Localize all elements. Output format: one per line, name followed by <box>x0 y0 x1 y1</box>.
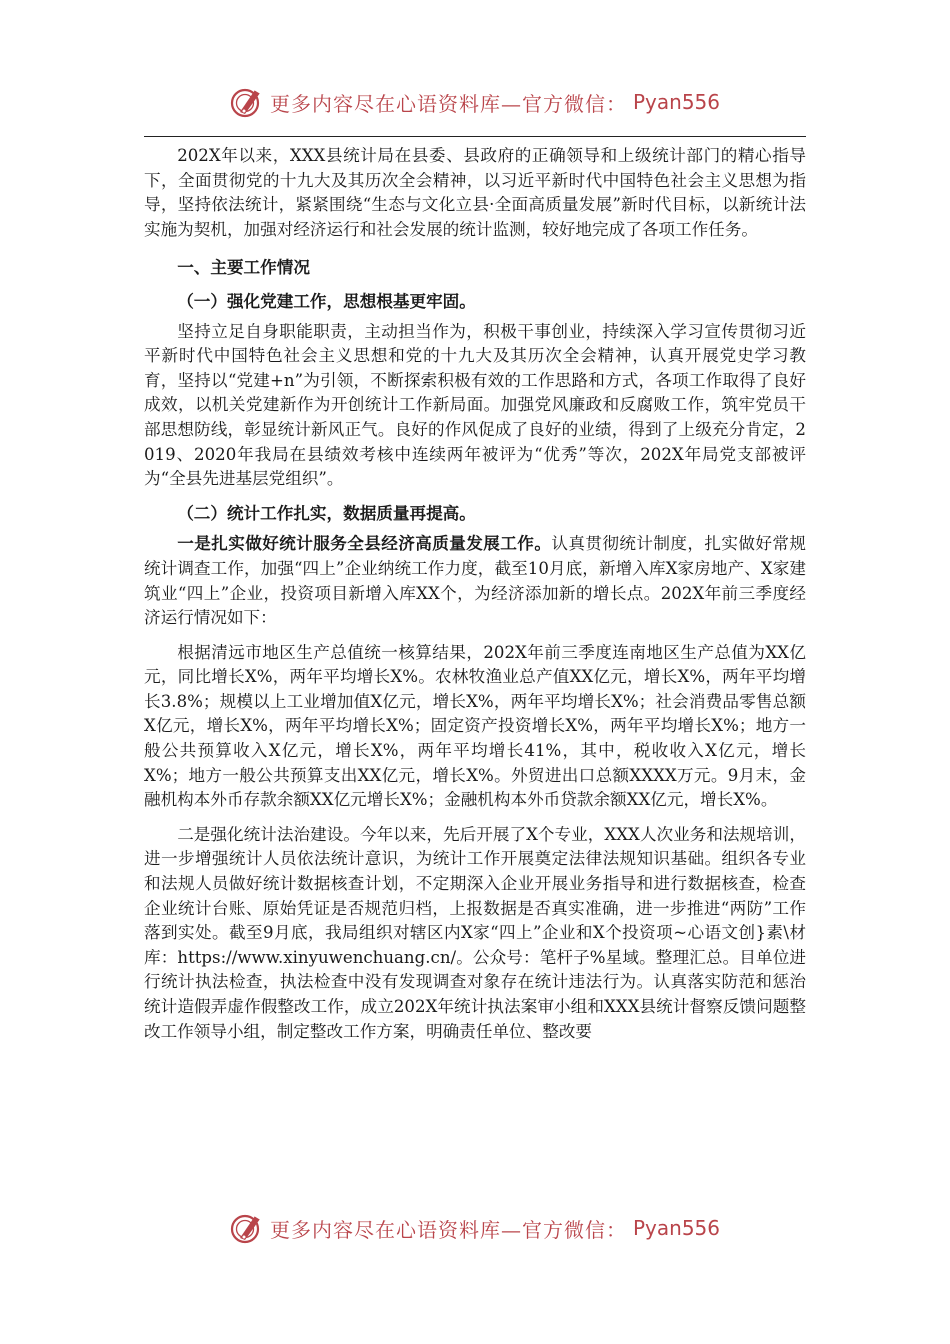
banner-wechat-id: Pyan556 <box>632 1216 720 1240</box>
rule-of-law-paragraph: 二是强化统计法治建设。今年以来，先后开展了X个专业，XXX人次业务和法规培训，进一步增强统计人员依法统计意识，为统计工作开展奠定法律法规知识基础。组织各专业和法规人员做好统计数据核查计划，不定期深入企业开展业务指导和进行数据核查，检查企业统计台账、原始凭证是否规范归档，上报数据是否真实准确，进一步推进“两防”工作落到实处。截至9月底，我局组织对辖区内X家“四上”企业和X个投资项~心语文创}素\材库：https://www.xinyuwenchuang.cn/。公众号：笔杆子%星域。整理汇总。目单位进行统计执法检查，执法检查中没有发现调查对象存在统计违法行为。认真落实防范和惩治统计造假弄虚作假整改工作，成立202X年统计执法案审小组和XXX县统计督察反馈问题整改工作领导小组，制定整改工作方案，明确责任单位、整改要 <box>144 824 806 1041</box>
paragraph-text: 认真贯彻统计制度，扎实做好常规统计调查工作，加强“四上”企业纳统工作力度，截至10月底，新增入库X家房地产、X家建筑业“四上”企业，投资项目新增入库XX个，为经济添加新的增长点。202X年前三季度经济运行情况如下： <box>144 534 807 628</box>
party-building-paragraph: 坚持立足自身职能职责，主动担当作为，积极干事创业，持续深入学习宣传贯彻习近平新时代中国特色社会主义思想和党的十九大及其历次全会精神，认真开展党史学习教育，坚持以“党建+n”为引领，不断探索积极有效的工作思路和方式，各项工作取得了良好成效，以机关党建新作为开创统计工作新局面。加强党风廉政和反腐败工作，筑牢党员干部思想防线，彰显统计新风正气。良好的作风促成了良好的业绩，得到了上级充分肯定，2019、2020年我局在县绩效考核中连续两年被评为“优秀”等次，202X年局党支部被评为“全县先进基层党组织”。 <box>144 321 806 489</box>
footer-banner <box>0 1208 950 1248</box>
banner-wechat-id: Pyan556 <box>632 90 720 114</box>
paragraph-lead: 一是扎实做好统计服务全县经济高质量发展工作。 <box>177 533 552 554</box>
economic-service-paragraph <box>144 531 806 630</box>
economic-data-paragraph: 根据清远市地区生产总值统一核算结果，202X年前三季度连南地区生产总值为XX亿元，同比增长X%，两年平均增长X%。农林牧渔业总产值XX亿元，增长X%，两年平均增长3.8%；规模以上工业增加值X亿元，增长X%，两年平均增长X%；社会消费品零售总额X亿元，增长X%，两年平均增长X%；固定资产投资增长X%，两年平均增长X%；地方一般公共预算收入X亿元，增长X%，两年平均增长41%，其中，税收收入X亿元，增长X%；地方一般公共预算支出XX亿元，增长X%。外贸进出口总额XXXX万元。9月末，金融机构本外币存款余额XX亿元增长X%；金融机构本外币贷款余额XX亿元，增长X%。 <box>144 642 806 810</box>
pen-nib-logo-icon <box>230 1211 264 1245</box>
header-rule <box>144 136 806 137</box>
section-heading: 一、主要工作情况 <box>177 257 310 278</box>
document-body <box>144 144 806 1044</box>
header-banner <box>0 82 950 122</box>
banner-text: 更多内容尽在心语资料库—官方微信： <box>269 1217 627 1242</box>
intro-paragraph: 202X年以来，XXX县统计局在县委、县政府的正确领导和上级统计部门的精心指导下，全面贯彻党的十九大及其历次全会精神，以习近平新时代中国特色社会主义思想为指导，坚持依法统计，紧紧围绕“生态与文化立县·全面高质量发展”新时代目标，以新统计法实施为契机，加强对经济运行和社会发展的统计监测，较好地完成了各项工作任务。 <box>144 146 806 239</box>
subsection-heading-2: （二）统计工作扎实，数据质量再提高。 <box>177 502 476 523</box>
banner-text: 更多内容尽在心语资料库—官方微信： <box>269 91 627 116</box>
subsection-heading-1: （一）强化党建工作，思想根基更牢固。 <box>177 290 476 311</box>
pen-nib-logo-icon <box>230 85 264 119</box>
